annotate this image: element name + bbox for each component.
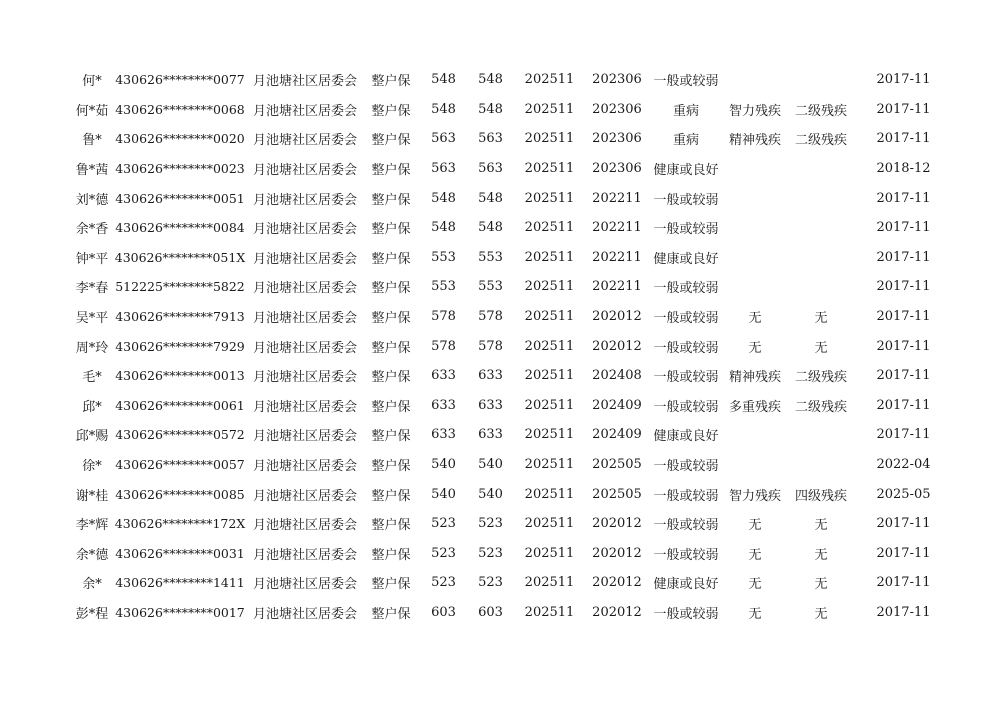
amount-a-cell: 553 (431, 279, 456, 295)
amount-a-cell: 540 (431, 486, 456, 502)
disability-type-cell (723, 450, 787, 480)
table-row (72, 598, 952, 628)
health-status-cell: 重病 (672, 133, 699, 149)
name-cell: 李*辉 (75, 518, 109, 534)
amount-b-cell: 603 (478, 604, 503, 620)
amount-a-cell: 540 (431, 457, 456, 473)
community-cell: 月池塘社区居委会 (252, 399, 357, 415)
period-end-cell: 202306 (592, 131, 642, 147)
community-cell: 月池塘社区居委会 (252, 577, 357, 593)
assistance-type-cell: 整户保 (371, 133, 411, 149)
community-cell: 月池塘社区居委会 (252, 281, 357, 297)
disability-type-cell (723, 183, 787, 213)
disability-grade-cell: 二级残疾 (794, 103, 847, 119)
name-cell: 鲁* (82, 133, 102, 149)
name-cell: 周*玲 (75, 340, 109, 356)
table-row (72, 213, 952, 243)
amount-a-cell: 578 (431, 309, 456, 325)
period-start-cell: 202511 (524, 161, 575, 177)
id-number-cell: 430626********172X (114, 516, 246, 532)
name-cell: 鲁*茜 (75, 163, 109, 179)
period-start-cell: 202511 (524, 604, 575, 620)
disability-grade-cell (787, 213, 855, 243)
health-status-cell: 健康或良好 (653, 577, 719, 593)
id-number-cell: 430626********051X (114, 249, 246, 265)
id-number-cell: 430626********0017 (115, 604, 245, 620)
period-start-cell: 202511 (524, 545, 575, 561)
assistance-type-cell: 整户保 (371, 606, 411, 622)
community-cell: 月池塘社区居委会 (252, 222, 357, 238)
community-cell: 月池塘社区居委会 (252, 251, 357, 267)
date-cell: 2017-11 (876, 427, 931, 443)
name-cell: 邱*赐 (75, 429, 109, 445)
disability-grade-cell: 无 (814, 340, 828, 356)
records-table-body (72, 65, 952, 627)
table-row (72, 539, 952, 569)
disability-type-cell (723, 243, 787, 273)
assistance-type-cell: 整户保 (371, 577, 411, 593)
date-cell: 2025-05 (876, 486, 931, 502)
period-end-cell: 202012 (592, 604, 642, 620)
assistance-type-cell: 整户保 (371, 163, 411, 179)
disability-grade-cell: 无 (814, 577, 828, 593)
community-cell: 月池塘社区居委会 (252, 340, 357, 356)
health-status-cell: 一般或较弱 (653, 311, 719, 327)
table-row (72, 568, 952, 598)
disability-grade-cell: 无 (814, 606, 828, 622)
assistance-type-cell: 整户保 (371, 429, 411, 445)
period-end-cell: 202012 (592, 516, 642, 532)
amount-a-cell: 578 (431, 338, 456, 354)
name-cell: 余*香 (75, 222, 109, 238)
health-status-cell: 健康或良好 (653, 429, 719, 445)
amount-a-cell: 548 (431, 101, 456, 117)
name-cell: 何* (82, 74, 102, 90)
date-cell: 2017-11 (876, 397, 931, 413)
period-start-cell: 202511 (524, 338, 575, 354)
name-cell: 徐* (82, 459, 102, 475)
date-cell: 2017-11 (876, 604, 931, 620)
period-end-cell: 202012 (592, 575, 642, 591)
name-cell: 吴*平 (75, 311, 109, 327)
date-cell: 2017-11 (876, 190, 931, 206)
table-row (72, 509, 952, 539)
period-end-cell: 202012 (592, 309, 642, 325)
period-start-cell: 202511 (524, 72, 575, 88)
id-number-cell: 512225********5822 (115, 279, 245, 295)
amount-b-cell: 523 (478, 575, 503, 591)
name-cell: 余*德 (75, 547, 109, 563)
period-start-cell: 202511 (524, 309, 575, 325)
disability-grade-cell (787, 243, 855, 273)
health-status-cell: 一般或较弱 (653, 340, 719, 356)
amount-b-cell: 523 (478, 545, 503, 561)
disability-grade-cell: 二级残疾 (794, 399, 847, 415)
amount-b-cell: 540 (478, 457, 503, 473)
assistance-type-cell: 整户保 (371, 192, 411, 208)
period-start-cell: 202511 (524, 397, 575, 413)
date-cell: 2017-11 (876, 309, 931, 325)
disability-type-cell: 智力残疾 (728, 488, 781, 504)
disability-grade-cell (787, 450, 855, 480)
date-cell: 2017-11 (876, 338, 931, 354)
assistance-type-cell: 整户保 (371, 399, 411, 415)
community-cell: 月池塘社区居委会 (252, 74, 357, 90)
assistance-type-cell: 整户保 (371, 340, 411, 356)
assistance-type-cell: 整户保 (371, 518, 411, 534)
assistance-type-cell: 整户保 (371, 311, 411, 327)
health-status-cell: 一般或较弱 (653, 222, 719, 238)
community-cell: 月池塘社区居委会 (252, 311, 357, 327)
amount-a-cell: 633 (431, 397, 456, 413)
date-cell: 2017-11 (876, 545, 931, 561)
date-cell: 2018-12 (876, 161, 931, 177)
amount-b-cell: 553 (478, 279, 503, 295)
health-status-cell: 一般或较弱 (653, 606, 719, 622)
period-start-cell: 202511 (524, 101, 575, 117)
amount-b-cell: 563 (478, 161, 503, 177)
date-cell: 2017-11 (876, 368, 931, 384)
name-cell: 钟*平 (75, 251, 109, 267)
community-cell: 月池塘社区居委会 (252, 133, 357, 149)
name-cell: 彭*程 (75, 606, 109, 622)
name-cell: 毛* (82, 370, 102, 386)
id-number-cell: 430626********0013 (115, 368, 245, 384)
disability-grade-cell: 四级残疾 (794, 488, 847, 504)
amount-b-cell: 523 (478, 516, 503, 532)
amount-b-cell: 548 (478, 101, 503, 117)
id-number-cell: 430626********0023 (115, 161, 245, 177)
health-status-cell: 一般或较弱 (653, 370, 719, 386)
period-end-cell: 202505 (592, 486, 642, 502)
period-end-cell: 202012 (592, 338, 642, 354)
date-cell: 2022-04 (876, 457, 931, 473)
table-row (72, 183, 952, 213)
id-number-cell: 430626********0057 (115, 457, 245, 473)
period-end-cell: 202409 (592, 427, 642, 443)
table-row (72, 243, 952, 273)
period-end-cell: 202211 (592, 190, 642, 206)
amount-a-cell: 633 (431, 427, 456, 443)
table-row (72, 154, 952, 184)
date-cell: 2017-11 (876, 575, 931, 591)
id-number-cell: 430626********1411 (115, 575, 245, 591)
health-status-cell: 一般或较弱 (653, 74, 719, 90)
table-row (72, 65, 952, 95)
table-row (72, 331, 952, 361)
amount-b-cell: 563 (478, 131, 503, 147)
period-end-cell: 202505 (592, 457, 642, 473)
disability-type-cell (723, 420, 787, 450)
period-start-cell: 202511 (524, 368, 575, 384)
disability-type-cell (723, 213, 787, 243)
table-row (72, 302, 952, 332)
disability-type-cell: 精神残疾 (728, 133, 781, 149)
disability-grade-cell (787, 272, 855, 302)
disability-type-cell: 无 (748, 340, 762, 356)
disability-grade-cell (787, 183, 855, 213)
disability-type-cell: 精神残疾 (728, 370, 781, 386)
community-cell: 月池塘社区居委会 (252, 459, 357, 475)
disability-grade-cell: 无 (814, 547, 828, 563)
period-start-cell: 202511 (524, 190, 575, 206)
disability-grade-cell: 二级残疾 (794, 133, 847, 149)
id-number-cell: 430626********0031 (115, 545, 245, 561)
table-row (72, 391, 952, 421)
period-end-cell: 202211 (592, 279, 642, 295)
period-start-cell: 202511 (524, 131, 575, 147)
amount-a-cell: 553 (431, 249, 456, 265)
date-cell: 2017-11 (876, 220, 931, 236)
name-cell: 余* (82, 577, 102, 593)
assistance-type-cell: 整户保 (371, 251, 411, 267)
amount-a-cell: 563 (431, 131, 456, 147)
disability-grade-cell (787, 420, 855, 450)
name-cell: 何*茹 (75, 103, 109, 119)
health-status-cell: 健康或良好 (653, 163, 719, 179)
community-cell: 月池塘社区居委会 (252, 518, 357, 534)
health-status-cell: 一般或较弱 (653, 518, 719, 534)
health-status-cell: 一般或较弱 (653, 488, 719, 504)
table-row (72, 95, 952, 125)
community-cell: 月池塘社区居委会 (252, 606, 357, 622)
assistance-type-cell: 整户保 (371, 222, 411, 238)
assistance-type-cell: 整户保 (371, 74, 411, 90)
table-row (72, 124, 952, 154)
id-number-cell: 430626********0051 (115, 190, 245, 206)
assistance-type-cell: 整户保 (371, 281, 411, 297)
amount-b-cell: 578 (478, 338, 503, 354)
community-cell: 月池塘社区居委会 (252, 429, 357, 445)
id-number-cell: 430626********0068 (115, 101, 245, 117)
period-end-cell: 202012 (592, 545, 642, 561)
health-status-cell: 健康或良好 (653, 251, 719, 267)
health-status-cell: 一般或较弱 (653, 192, 719, 208)
period-end-cell: 202211 (592, 220, 642, 236)
disability-grade-cell (787, 65, 855, 95)
id-number-cell: 430626********7913 (115, 309, 245, 325)
disability-type-cell: 无 (748, 547, 762, 563)
records-table (72, 65, 952, 627)
amount-a-cell: 563 (431, 161, 456, 177)
period-end-cell: 202306 (592, 72, 642, 88)
amount-b-cell: 548 (478, 190, 503, 206)
amount-a-cell: 523 (431, 545, 456, 561)
date-cell: 2017-11 (876, 101, 931, 117)
disability-type-cell: 无 (748, 606, 762, 622)
disability-type-cell (723, 272, 787, 302)
amount-b-cell: 633 (478, 397, 503, 413)
date-cell: 2017-11 (876, 72, 931, 88)
health-status-cell: 一般或较弱 (653, 459, 719, 475)
health-status-cell: 一般或较弱 (653, 399, 719, 415)
date-cell: 2017-11 (876, 249, 931, 265)
assistance-type-cell: 整户保 (371, 488, 411, 504)
id-number-cell: 430626********0572 (115, 427, 245, 443)
amount-a-cell: 548 (431, 72, 456, 88)
amount-a-cell: 603 (431, 604, 456, 620)
community-cell: 月池塘社区居委会 (252, 547, 357, 563)
id-number-cell: 430626********0085 (115, 486, 245, 502)
id-number-cell: 430626********0061 (115, 397, 245, 413)
amount-a-cell: 523 (431, 575, 456, 591)
amount-a-cell: 548 (431, 220, 456, 236)
community-cell: 月池塘社区居委会 (252, 163, 357, 179)
amount-b-cell: 633 (478, 368, 503, 384)
disability-type-cell (723, 65, 787, 95)
period-end-cell: 202306 (592, 101, 642, 117)
assistance-type-cell: 整户保 (371, 370, 411, 386)
amount-b-cell: 633 (478, 427, 503, 443)
id-number-cell: 430626********0077 (115, 72, 245, 88)
id-number-cell: 430626********0020 (115, 131, 245, 147)
health-status-cell: 一般或较弱 (653, 281, 719, 297)
disability-grade-cell: 无 (814, 311, 828, 327)
date-cell: 2017-11 (876, 279, 931, 295)
table-row (72, 420, 952, 450)
period-end-cell: 202211 (592, 249, 642, 265)
health-status-cell: 重病 (672, 103, 699, 119)
community-cell: 月池塘社区居委会 (252, 488, 357, 504)
table-row (72, 450, 952, 480)
date-cell: 2017-11 (876, 516, 931, 532)
assistance-type-cell: 整户保 (371, 103, 411, 119)
name-cell: 邱* (82, 399, 102, 415)
assistance-type-cell: 整户保 (371, 459, 411, 475)
disability-type-cell: 无 (748, 518, 762, 534)
disability-grade-cell (787, 154, 855, 184)
period-start-cell: 202511 (524, 516, 575, 532)
community-cell: 月池塘社区居委会 (252, 103, 357, 119)
disability-type-cell: 智力残疾 (728, 103, 781, 119)
name-cell: 刘*德 (75, 192, 109, 208)
date-cell: 2017-11 (876, 131, 931, 147)
health-status-cell: 一般或较弱 (653, 547, 719, 563)
id-number-cell: 430626********0084 (115, 220, 245, 236)
period-start-cell: 202511 (524, 486, 575, 502)
disability-grade-cell: 二级残疾 (794, 370, 847, 386)
period-start-cell: 202511 (524, 220, 575, 236)
period-start-cell: 202511 (524, 279, 575, 295)
amount-b-cell: 548 (478, 220, 503, 236)
period-end-cell: 202306 (592, 161, 642, 177)
disability-type-cell: 无 (748, 577, 762, 593)
period-end-cell: 202408 (592, 368, 642, 384)
amount-b-cell: 548 (478, 72, 503, 88)
disability-grade-cell: 无 (814, 518, 828, 534)
community-cell: 月池塘社区居委会 (252, 192, 357, 208)
table-row (72, 361, 952, 391)
disability-type-cell (723, 154, 787, 184)
table-row (72, 272, 952, 302)
amount-b-cell: 553 (478, 249, 503, 265)
period-start-cell: 202511 (524, 427, 575, 443)
period-start-cell: 202511 (524, 249, 575, 265)
table-row (72, 479, 952, 509)
amount-a-cell: 633 (431, 368, 456, 384)
period-end-cell: 202409 (592, 397, 642, 413)
id-number-cell: 430626********7929 (115, 338, 245, 354)
amount-b-cell: 540 (478, 486, 503, 502)
disability-type-cell: 无 (748, 311, 762, 327)
amount-a-cell: 548 (431, 190, 456, 206)
disability-type-cell: 多重残疾 (728, 399, 781, 415)
amount-a-cell: 523 (431, 516, 456, 532)
name-cell: 李*春 (75, 281, 109, 297)
period-start-cell: 202511 (524, 575, 575, 591)
amount-b-cell: 578 (478, 309, 503, 325)
name-cell: 谢*桂 (75, 488, 109, 504)
community-cell: 月池塘社区居委会 (252, 370, 357, 386)
period-start-cell: 202511 (524, 457, 575, 473)
assistance-type-cell: 整户保 (371, 547, 411, 563)
